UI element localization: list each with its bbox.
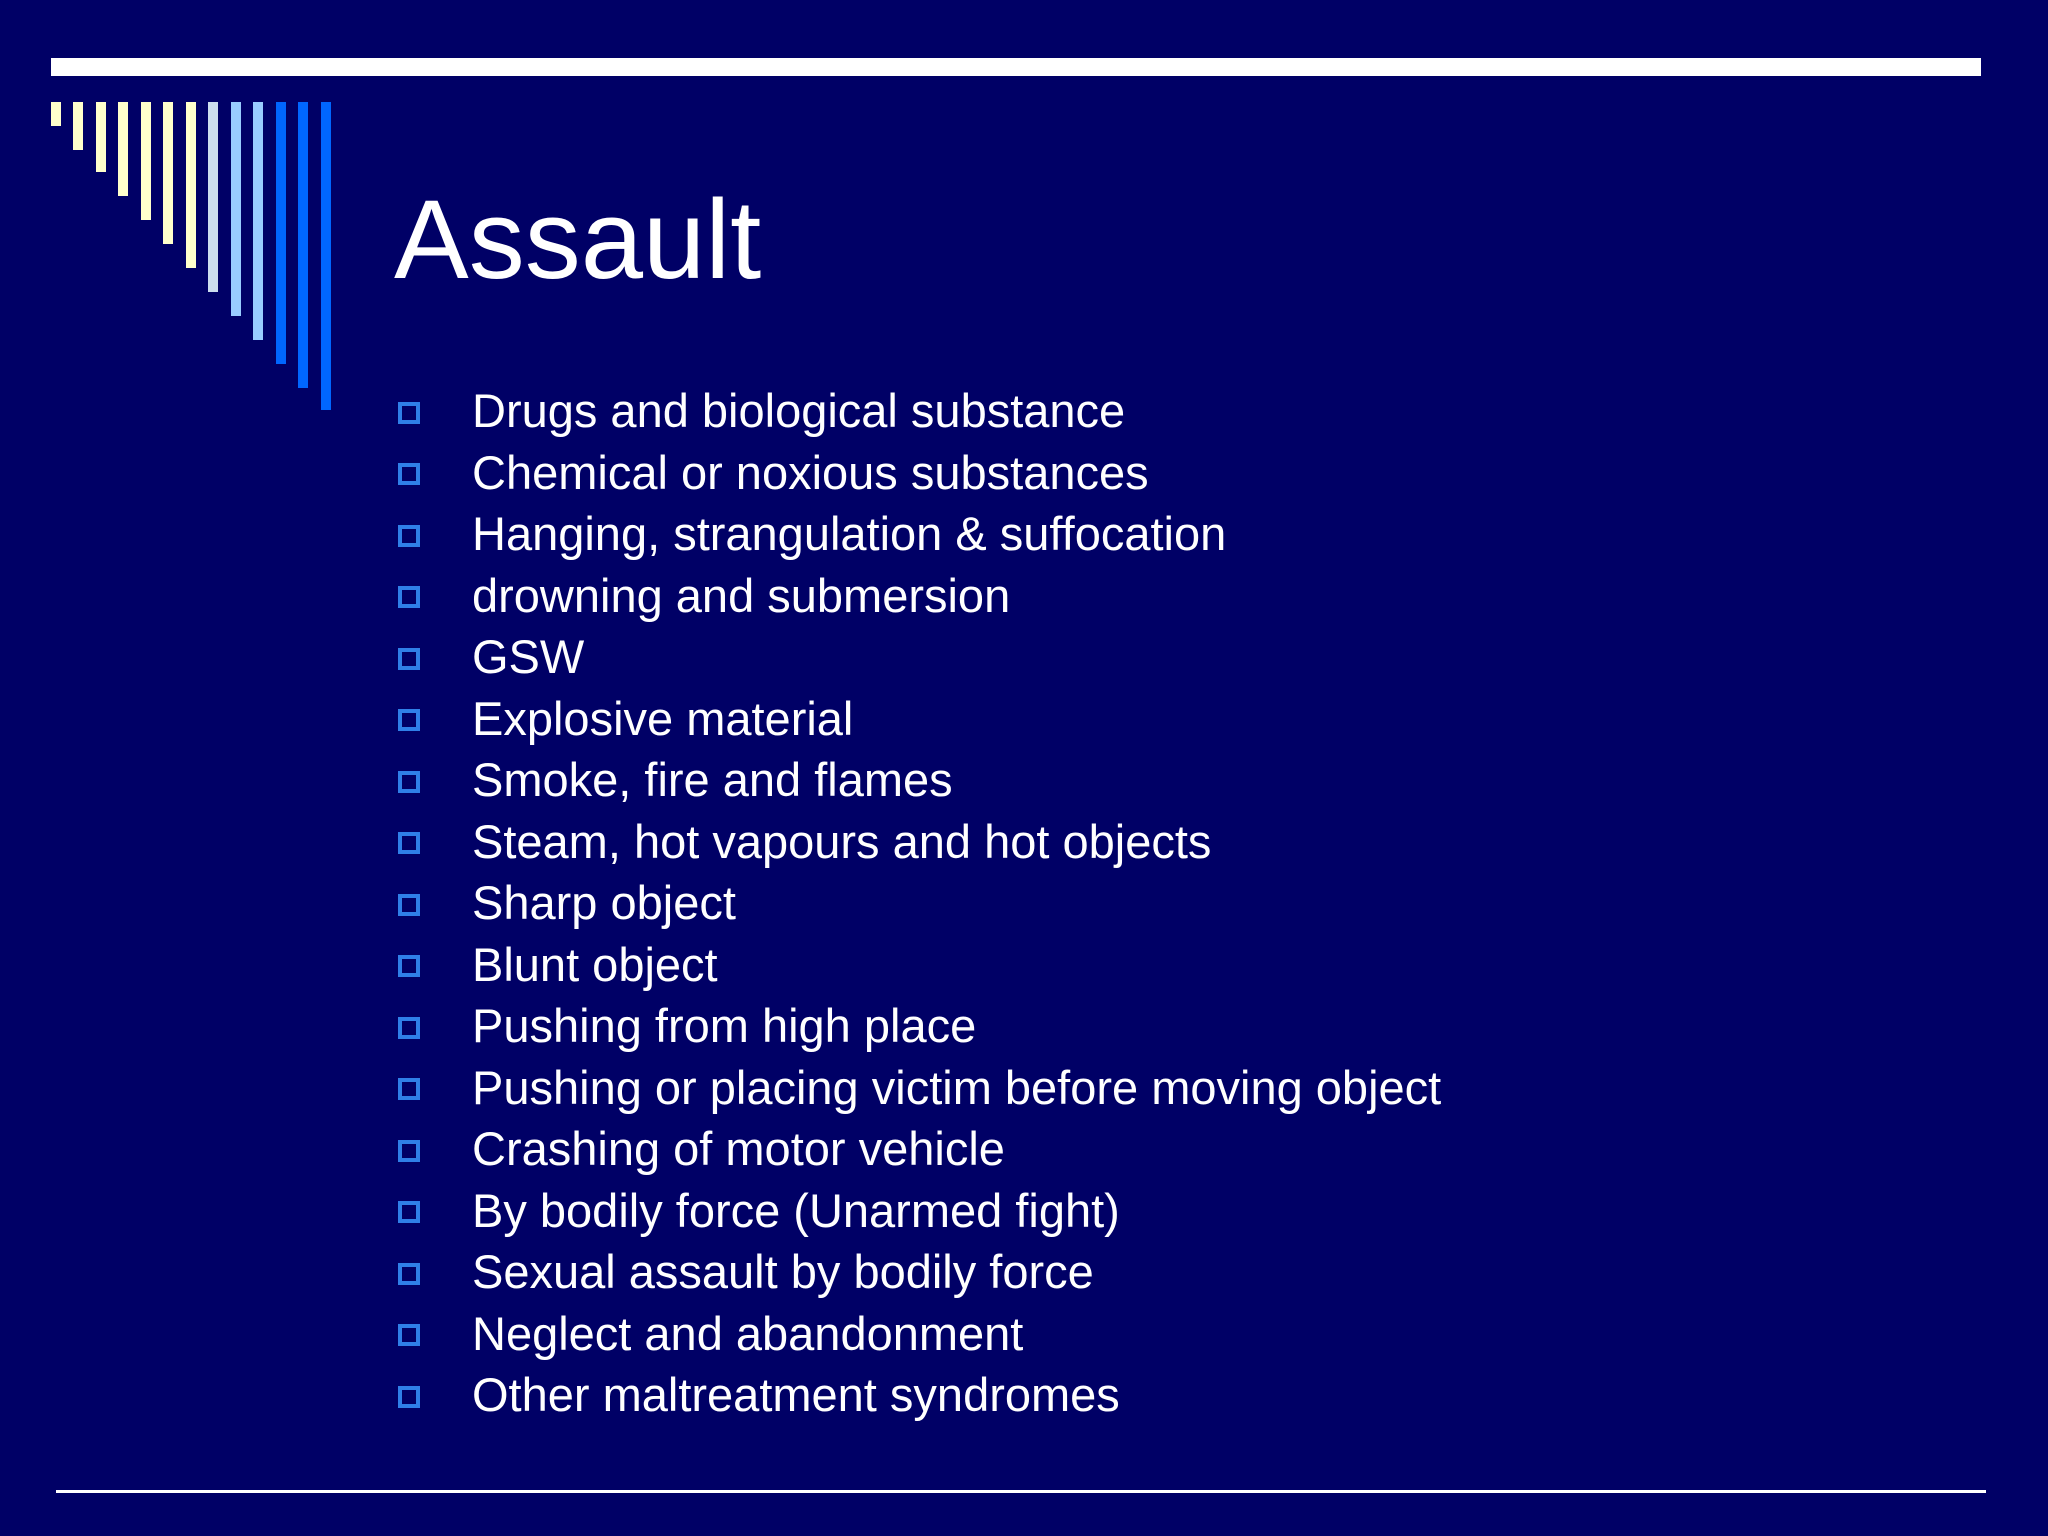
list-item-text: Other maltreatment syndromes: [472, 1368, 1120, 1422]
list-item: [398, 688, 1441, 750]
decorative-stripe: [73, 102, 83, 150]
hollow-square-bullet-icon: [398, 832, 420, 854]
hollow-square-bullet-icon: [398, 894, 420, 916]
top-rule: [51, 58, 1981, 76]
list-item: [398, 749, 1441, 811]
decorative-stripe: [253, 102, 263, 340]
list-item-text: Neglect and abandonment: [472, 1306, 1024, 1360]
list-item: [398, 872, 1441, 934]
bottom-rule: [56, 1490, 1986, 1493]
list-item: [398, 380, 1441, 442]
hollow-square-bullet-icon: [398, 525, 420, 547]
list-item: [398, 442, 1441, 504]
list-item: [398, 1118, 1441, 1180]
bullet-list: [398, 380, 1441, 1426]
hollow-square-bullet-icon: [398, 1324, 420, 1346]
list-item: [398, 811, 1441, 873]
list-item: [398, 1057, 1441, 1119]
hollow-square-bullet-icon: [398, 648, 420, 670]
hollow-square-bullet-icon: [398, 1263, 420, 1285]
list-item: [398, 995, 1441, 1057]
list-item-text: Hanging, strangulation & suffocation: [472, 507, 1227, 561]
hollow-square-bullet-icon: [398, 955, 420, 977]
decorative-stripe: [186, 102, 196, 268]
list-item-text: Drugs and biological substance: [472, 384, 1126, 438]
decorative-stripe: [163, 102, 173, 244]
decorative-stripe: [141, 102, 151, 220]
hollow-square-bullet-icon: [398, 771, 420, 793]
list-item: [398, 1303, 1441, 1365]
hollow-square-bullet-icon: [398, 1017, 420, 1039]
hollow-square-bullet-icon: [398, 1201, 420, 1223]
hollow-square-bullet-icon: [398, 463, 420, 485]
list-item: [398, 934, 1441, 996]
list-item-text: Pushing or placing victim before moving object: [472, 1060, 1442, 1114]
list-item-text: Chemical or noxious substances: [472, 445, 1149, 499]
list-item: [398, 1241, 1441, 1303]
decorative-stripe: [321, 102, 331, 410]
hollow-square-bullet-icon: [398, 1386, 420, 1408]
list-item: [398, 626, 1441, 688]
list-item: [398, 1180, 1441, 1242]
hollow-square-bullet-icon: [398, 709, 420, 731]
list-item-text: By bodily force (Unarmed fight): [472, 1183, 1120, 1237]
list-item-text: Steam, hot vapours and hot objects: [472, 814, 1212, 868]
decorative-stripe: [51, 102, 61, 126]
list-item-text: Sexual assault by bodily force: [472, 1245, 1094, 1299]
list-item-text: GSW: [472, 630, 585, 684]
decorative-stripe: [298, 102, 308, 388]
list-item-text: Sharp object: [472, 876, 736, 930]
hollow-square-bullet-icon: [398, 1078, 420, 1100]
slide-title: Assault: [394, 177, 762, 302]
hollow-square-bullet-icon: [398, 402, 420, 424]
decorative-stripes: [0, 0, 340, 420]
decorative-stripe: [96, 102, 106, 172]
list-item-text: Blunt object: [472, 937, 718, 991]
decorative-stripe: [118, 102, 128, 196]
list-item-text: Pushing from high place: [472, 999, 977, 1053]
decorative-stripe: [231, 102, 241, 316]
list-item: [398, 1364, 1441, 1426]
decorative-stripe: [208, 102, 218, 292]
list-item: [398, 503, 1441, 565]
list-item-text: Crashing of motor vehicle: [472, 1122, 1005, 1176]
list-item-text: drowning and submersion: [472, 568, 1011, 622]
list-item-text: Explosive material: [472, 691, 854, 745]
list-item-text: Smoke, fire and flames: [472, 753, 953, 807]
decorative-stripe: [276, 102, 286, 364]
hollow-square-bullet-icon: [398, 586, 420, 608]
hollow-square-bullet-icon: [398, 1140, 420, 1162]
list-item: [398, 565, 1441, 627]
